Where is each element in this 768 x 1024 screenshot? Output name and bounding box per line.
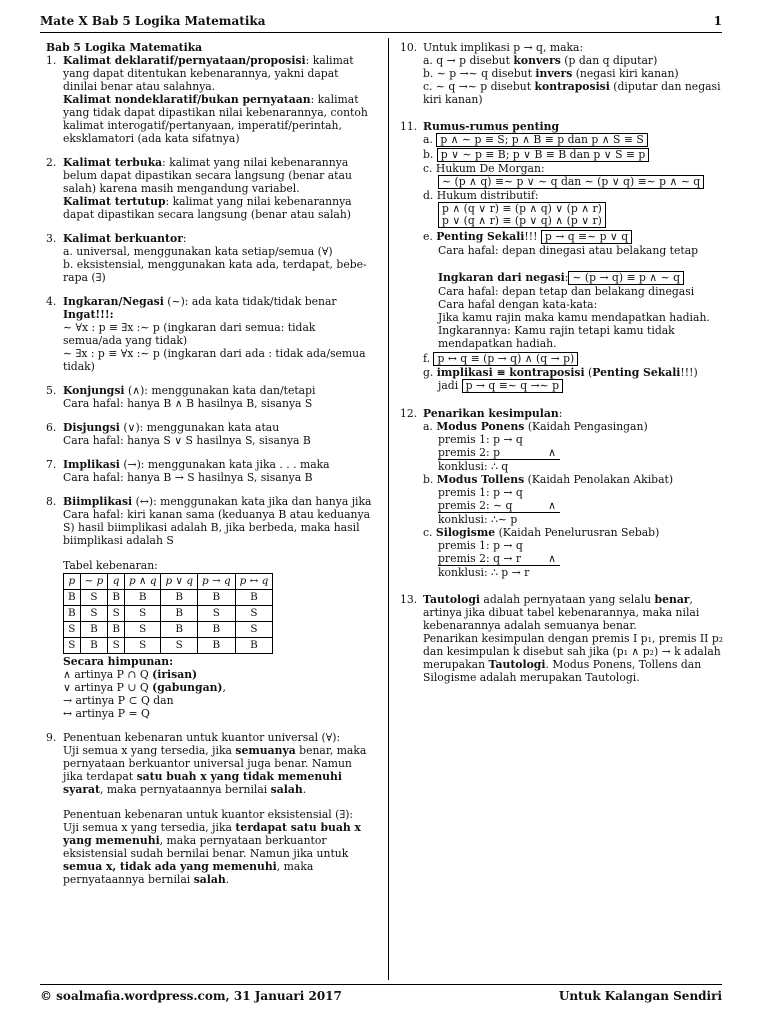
table-cell: S: [80, 606, 108, 622]
label: a.: [423, 133, 433, 146]
emph: implikasi ≡ kontraposisi: [436, 366, 585, 379]
section-9: [46, 731, 374, 886]
table-cell: S: [124, 638, 161, 654]
text: (Kaidah Pengasingan): [524, 420, 648, 433]
set-line: [63, 668, 374, 681]
table-cell: S: [108, 606, 125, 622]
term: Kalimat terbuka: [63, 156, 163, 169]
table-cell: B: [235, 590, 273, 606]
text: .: [225, 873, 230, 886]
section-4: [46, 295, 374, 373]
section-number: 7.: [46, 458, 57, 471]
and-mark: ∧: [548, 499, 556, 512]
item-b: b. eksistensial, menggunakan kata ada, terdapat, bebe-rapa (∃): [63, 258, 367, 284]
section-7: [46, 458, 374, 484]
section-number: 5.: [46, 384, 57, 397]
emph: semua x, tidak ada yang memenuhi: [63, 860, 277, 873]
text: premis 2: p: [438, 446, 500, 459]
text: Uji semua x yang tersedia, jika: [63, 821, 236, 834]
emph: satu buah x yang tidak memenuhi syarat: [63, 770, 342, 796]
set-line: → artinya P ⊂ Q dan: [63, 694, 174, 707]
emph: terdapat satu buah x yang memenuhi: [63, 821, 361, 847]
table-header-cell: p ∨ q: [161, 574, 198, 590]
section-11: [400, 120, 726, 393]
boxed-formula: p → q ≡∼ q →∼ p: [462, 379, 563, 393]
boxed-formula: ∼ (p → q) ≡ p ∧ ∼ q: [568, 271, 684, 285]
rule-line: ∼ ∀x : p ≡ ∃x :∼ p (ingkaran dari semua: tidak semua/ada yang tidak): [63, 321, 316, 347]
item-f: [423, 352, 726, 366]
term: Kalimat berkuantor: [63, 232, 183, 245]
text: (Kaidah Penelurusran Sebab): [495, 526, 660, 539]
table-cell: B: [64, 606, 81, 622]
table-cell: B: [197, 590, 235, 606]
paragraph-heading: Penentuan kebenaran untuk kuantor eksistensial (∃):: [63, 808, 354, 821]
table-caption: Tabel kebenaran:: [63, 559, 158, 572]
text: a. q → p disebut: [423, 54, 514, 67]
boxed-formula: p → q ≡∼ p ∨ q: [541, 230, 632, 244]
footer-note: Untuk Kalangan Sendiri: [558, 989, 722, 1003]
text: (: [584, 366, 593, 379]
table-header-cell: p: [64, 574, 81, 590]
label: g.: [423, 366, 437, 379]
table-cell: B: [80, 638, 108, 654]
text: !!!: [524, 230, 541, 243]
term: Ingkaran/Negasi: [63, 295, 164, 308]
label: b.: [423, 148, 434, 161]
table-cell: B: [161, 590, 198, 606]
item-c: c. Hukum De Morgan:: [423, 162, 545, 175]
item-a: a. universal, menggunakan kata setiap/semua (∀): [63, 245, 333, 258]
text: :: [558, 407, 563, 420]
page-number: 1: [713, 14, 722, 28]
table-cell: B: [124, 590, 161, 606]
text: , maka pernyataan berkuantor eksistensial sudah bernilai benar. Namun jika untuk: [63, 834, 349, 860]
premise-underlined: [438, 499, 560, 513]
label: b.: [423, 473, 437, 486]
section-13: [400, 593, 726, 684]
table-cell: S: [124, 622, 161, 638]
definition: : kalimat yang nilai kebenarannya belum dapat dipastikan secara langsung (benar atau salah) karena masih mengandung variabel.: [63, 156, 352, 195]
hint: Cara hafal: depan dinegasi atau belakang tetap: [438, 244, 699, 257]
page-header: [40, 14, 722, 28]
hint: Ingkarannya: Kamu rajin tetapi kamu tidak mendapatkan hadiah.: [438, 324, 675, 350]
section-number: 9.: [46, 731, 57, 744]
truth-table: [63, 573, 273, 654]
text: , maka pernyataannya bernilai: [63, 860, 314, 886]
paragraph: [63, 93, 374, 145]
inference-block: [423, 539, 726, 579]
definition: (∨): menggunakan kata atau: [119, 421, 280, 434]
text: (Kaidah Penolakan Akibat): [524, 473, 674, 486]
right-column: [400, 41, 726, 695]
item-a: [423, 133, 726, 147]
section-number: 11.: [400, 120, 418, 133]
section-number: 12.: [400, 407, 418, 420]
table-header-cell: p ∧ q: [124, 574, 161, 590]
section-1: [46, 54, 374, 145]
section-number: 2.: [46, 156, 57, 169]
premise: [438, 446, 726, 460]
item-c: [423, 80, 726, 106]
emph: Tautologi: [423, 593, 480, 606]
table-cell: S: [197, 606, 235, 622]
hint: Cara hafal dengan kata-kata:: [438, 298, 598, 311]
text: Penarikan kesimpulan dengan premis I p₁, premis II p₂ dan kesimpulan k disebut sah jika (p₁ ∧ p₂) → k adalah merupakan: [423, 632, 724, 671]
emph: invers: [535, 67, 573, 80]
item-d: d. Hukum distributif:: [423, 189, 539, 202]
text: b. ∼ p →∼ q disebut: [423, 67, 536, 80]
conclusion: konklusi: ∴ q: [438, 460, 509, 473]
item-b: [423, 67, 726, 80]
table-cell: S: [64, 638, 81, 654]
text: c. ∼ q →∼ p disebut: [423, 80, 535, 93]
premise-underlined: [438, 552, 560, 566]
table-cell: S: [235, 622, 273, 638]
text: (negasi kiri kanan): [572, 67, 679, 80]
emph: Silogisme: [435, 526, 496, 539]
item-b: [423, 148, 726, 162]
boxed-formula: p ↔ q ≡ (p → q) ∧ (q → p): [433, 352, 578, 366]
table-body: [64, 590, 273, 654]
text: (diputar dan negasi kiri kanan): [423, 80, 721, 106]
conclusion: konklusi: ∴ p → r: [438, 566, 530, 579]
hint: Cara hafal: hanya S ∨ S hasilnya S, sisanya B: [63, 434, 311, 447]
hint: Cara hafal: kiri kanan sama (keduanya B atau keduanya S) hasil biimplikasi adalah B, jika berbeda, maka hasil biimplikasi adalah S: [63, 508, 371, 547]
table-cell: S: [108, 638, 125, 654]
section-number: 3.: [46, 232, 57, 245]
table-cell: S: [235, 606, 273, 622]
paragraph: [63, 295, 374, 308]
left-column: [46, 41, 374, 897]
text: . Modus Ponens, Tollens dan Silogisme adalah merupakan Tautologi.: [423, 658, 702, 684]
colon: :: [182, 232, 187, 245]
formula-line: [423, 379, 726, 393]
label: a.: [423, 420, 437, 433]
emph: Ingkaran dari negasi: [438, 271, 565, 284]
paragraph: [63, 195, 374, 221]
text: premis 2: ∼ q: [438, 499, 513, 512]
premise-underlined: [438, 446, 560, 460]
premise: premis 1: p → q: [438, 486, 523, 499]
hint: Cara hafal: depan tetap dan belakang dinegasi: [438, 285, 695, 298]
set-title: Secara himpunan:: [63, 655, 174, 668]
table-cell: B: [197, 638, 235, 654]
set-term: (gabungan): [152, 681, 223, 694]
boxed-formula: [438, 202, 606, 228]
table-cell: S: [80, 590, 108, 606]
set-punct: ,: [222, 681, 226, 694]
emph: Modus Tollens: [436, 473, 525, 486]
paragraph: [423, 632, 726, 684]
emph: Penting Sekali: [592, 366, 681, 379]
text: , artinya jika dibuat tabel kebenarannya, maka nilai kebenarannya adalah semuanya benar.: [423, 593, 700, 632]
premise: premis 1: p → q: [438, 433, 523, 446]
set-line: [63, 681, 374, 694]
emph: Penting Sekali: [436, 230, 525, 243]
and-mark: ∧: [548, 552, 556, 565]
inference-block: [423, 433, 726, 473]
table-cell: B: [64, 590, 81, 606]
formula-block: [423, 202, 726, 228]
text: benar, maka pernyataan berkuantor universal juga benar. Namun jika terdapat: [63, 744, 367, 783]
text: adalah pernyataan yang selalu: [480, 593, 655, 606]
and-mark: ∧: [548, 446, 556, 459]
hint: Cara hafal: hanya B → S hasilnya S, sisanya B: [63, 471, 313, 484]
note-label: Ingat!!!:: [63, 308, 114, 321]
premise: premis 1: p → q: [438, 539, 523, 552]
page-footer: [40, 989, 722, 1003]
item-a: [423, 54, 726, 67]
text: premis 2: q → r: [438, 552, 522, 565]
formula-line: p ∧ (q ∨ r) ≡ (p ∧ q) ∨ (p ∧ r): [442, 202, 602, 215]
definition: : kalimat yang tidak dapat dipastikan nilai kebenarannya, contoh kalimat interogatif/pertanyaan, imperatif/perintah, eksklamatori (ada kata sifatnya): [63, 93, 368, 145]
term: Kalimat nondeklaratif/bukan pernyataan: [63, 93, 311, 106]
term: Biimplikasi: [63, 495, 133, 508]
paragraph-heading: Untuk implikasi p → q, maka:: [423, 41, 584, 54]
term: Kalimat deklaratif/pernyataan/proposisi: [63, 54, 306, 67]
hint: Jika kamu rajin maka kamu mendapatkan hadiah.: [438, 311, 710, 324]
formula-line: p ∨ (q ∧ r) ≡ (p ∨ q) ∧ (p ∨ r): [442, 214, 602, 227]
set-text: ∧ artinya P ∩ Q: [63, 668, 149, 681]
text: :: [564, 271, 569, 284]
label: f.: [423, 352, 431, 365]
negation-line: [423, 271, 726, 285]
footer-source: © soalmafia.wordpress.com, 31 Januari 2017: [40, 989, 342, 1003]
section-3: [46, 232, 374, 284]
section-10: [400, 41, 726, 106]
definition: : kalimat yang dapat ditentukan kebenarannya, yakni dapat dinilai benar atau salahnya.: [63, 54, 354, 93]
table-header-cell: q: [108, 574, 125, 590]
emph: konvers: [513, 54, 561, 67]
paragraph: [63, 458, 374, 471]
emph: Tautologi: [488, 658, 546, 671]
paragraph: [63, 384, 374, 397]
term: Implikasi: [63, 458, 120, 471]
section-number: 4.: [46, 295, 57, 308]
boxed-formula: ∼ (p ∧ q) ≡∼ p ∨ ∼ q dan ∼ (p ∨ q) ≡∼ p ∧ ∼ q: [438, 175, 704, 189]
conclusion: konklusi: ∴∼ p: [438, 513, 518, 526]
header-rule: [40, 32, 722, 33]
set-term: (irisan): [152, 668, 198, 681]
table-row: [64, 606, 273, 622]
item-e: [423, 230, 726, 244]
definition: : kalimat yang nilai kebenarannya dapat dipastikan secara langsung (benar atau salah): [63, 195, 352, 221]
term: Konjungsi: [63, 384, 125, 397]
section-number: 6.: [46, 421, 57, 434]
paragraph-heading: Penentuan kebenaran untuk kuantor universal (∀):: [63, 731, 341, 744]
table-cell: B: [108, 590, 125, 606]
table-cell: B: [197, 622, 235, 638]
item-b: [423, 473, 726, 486]
emph: kontraposisi: [534, 80, 610, 93]
boxed-formula: p ∧ ∼ p ≡ S; p ∧ B ≡ p dan p ∧ S ≡ S: [436, 133, 647, 147]
section-5: [46, 384, 374, 410]
premise: [438, 552, 726, 566]
table-cell: S: [161, 638, 198, 654]
section-number: 10.: [400, 41, 418, 54]
emph: Modus Ponens: [436, 420, 525, 433]
table-cell: B: [161, 606, 198, 622]
chapter-title: Bab 5 Logika Matematika: [46, 41, 203, 54]
text: , maka pernyataannya bernilai: [100, 783, 271, 796]
text: jadi: [438, 379, 462, 392]
definition: (↔): menggunakan kata jika dan hanya jika: [132, 495, 372, 508]
table-cell: B: [161, 622, 198, 638]
emph: semuanya: [235, 744, 296, 757]
table-cell: B: [235, 638, 273, 654]
section-8: [46, 495, 374, 720]
section-12: [400, 407, 726, 579]
table-header-cell: p → q: [197, 574, 235, 590]
emph: Penarikan kesimpulan: [423, 407, 559, 420]
table-row: [64, 590, 273, 606]
table-cell: S: [124, 606, 161, 622]
table-row: [64, 638, 273, 654]
hint: Cara hafal: hanya B ∧ B hasilnya B, sisanya S: [63, 397, 313, 410]
paragraph: [63, 821, 374, 886]
table-header-cell: p ↔ q: [235, 574, 273, 590]
paragraph: [423, 593, 726, 632]
section-number: 8.: [46, 495, 57, 508]
item-g: [423, 366, 726, 379]
emph: benar: [654, 593, 690, 606]
term: Kalimat tertutup: [63, 195, 166, 208]
emph: salah: [193, 873, 226, 886]
paragraph-heading: [423, 407, 726, 420]
table-cell: S: [64, 622, 81, 638]
text: !!!): [680, 366, 698, 379]
paragraph: [63, 54, 374, 93]
set-text: ∨ artinya P ∪ Q: [63, 681, 149, 694]
table-header-row: [64, 574, 273, 590]
section-6: [46, 421, 374, 447]
section-2: [46, 156, 374, 221]
inference-block: [423, 486, 726, 526]
formula-line: [423, 175, 726, 189]
table-cell: B: [80, 622, 108, 638]
paragraph: [63, 495, 374, 508]
table-header-cell: ∼ p: [80, 574, 108, 590]
paragraph: [63, 744, 374, 796]
paragraph: [63, 232, 374, 245]
emph: salah: [270, 783, 303, 796]
table-row: [64, 622, 273, 638]
definition: (∧): menggunakan kata dan/tetapi: [124, 384, 316, 397]
text: Uji semua x yang tersedia, jika: [63, 744, 236, 757]
label: c.: [423, 526, 436, 539]
table-cell: B: [108, 622, 125, 638]
term: Disjungsi: [63, 421, 120, 434]
text: .: [302, 783, 307, 796]
label: e.: [423, 230, 437, 243]
item-c: [423, 526, 726, 539]
paragraph: [63, 421, 374, 434]
definition: (→): menggunakan kata jika . . . maka: [119, 458, 330, 471]
column-divider: [388, 38, 389, 980]
paragraph: [63, 156, 374, 195]
definition: (∼): ada kata tidak/tidak benar: [163, 295, 337, 308]
footer-rule: [40, 984, 722, 985]
text: (p dan q diputar): [560, 54, 658, 67]
premise: [438, 499, 726, 513]
set-line: ↔ artinya P = Q: [63, 707, 150, 720]
section-number: 1.: [46, 54, 57, 67]
header-title: Mate X Bab 5 Logika Matematika: [40, 14, 266, 28]
item-a: [423, 420, 726, 433]
boxed-formula: p ∨ ∼ p ≡ B; p ∨ B ≡ B dan p ∨ S ≡ p: [437, 148, 650, 162]
paragraph-heading: Rumus-rumus penting: [423, 120, 560, 133]
rule-line: ∼ ∃x : p ≡ ∀x :∼ p (ingkaran dari ada : tidak ada/semua tidak): [63, 347, 366, 373]
section-number: 13.: [400, 593, 418, 606]
